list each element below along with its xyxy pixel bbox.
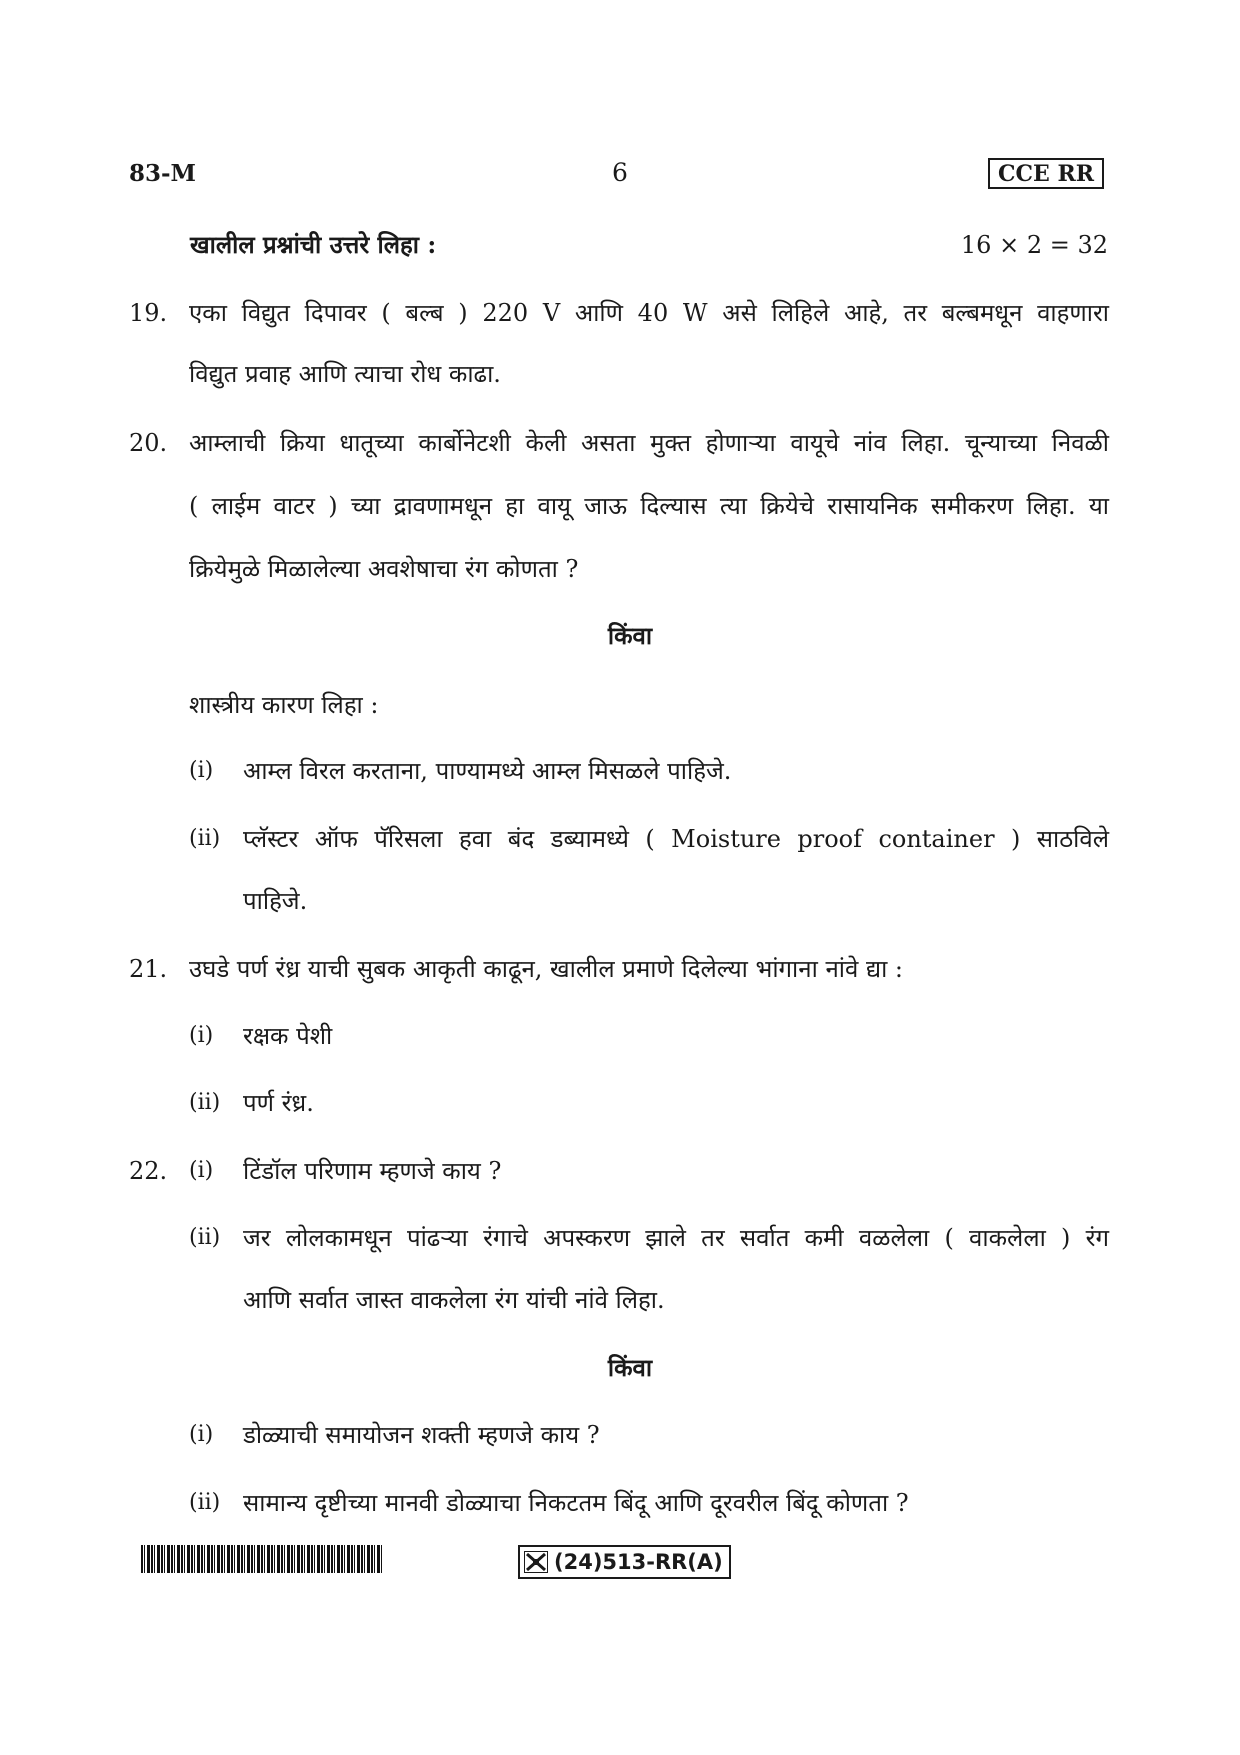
q22-alt-ii-label: (ii) [189, 1490, 221, 1515]
or-label: किंवा [607, 621, 653, 650]
q22-i-text: टिंडॉल परिणाम म्हणजे काय ? [243, 1157, 502, 1185]
q20-alt-i-text: आम्ल विरल करताना, पाण्यामध्ये आम्ल मिसळले पाहिजे. [243, 757, 732, 785]
barcode [141, 1545, 382, 1573]
paper-code: 83-M [129, 160, 197, 187]
q22-alt-ii-text: सामान्य दृष्टीच्या मानवी डोळ्याचा निकटतम बिंदू आणि दूरवरील बिंदू कोणता ? [243, 1489, 909, 1517]
question-number-22: 22. [129, 1157, 168, 1185]
q22-ii-line-2: आणि सर्वात जास्त वाकलेला रंग यांची नांवे लिहा. [243, 1286, 665, 1314]
question-number-19: 19. [129, 299, 168, 327]
q22-i-label: (i) [189, 1158, 214, 1183]
q19-line-2: विद्युत प्रवाह आणि त्याचा रोध काढा. [189, 360, 501, 388]
q21-ii-text: पर्ण रंध्र. [243, 1089, 314, 1117]
section-marks: 16 × 2 = 32 [960, 231, 1108, 259]
q20-line-2: ( लाईम वाटर ) च्या द्रावणामधून हा वायू जाऊ दिल्यास त्या क्रियेचे रासायनिक समीकरण लिहा. या [189, 492, 1109, 520]
q22-alt-i-text: डोळ्याची समायोजन शक्ती म्हणजे काय ? [243, 1421, 600, 1449]
q21-i-text: रक्षक पेशी [243, 1022, 333, 1050]
q22-alt-i-label: (i) [189, 1422, 214, 1447]
q20-alt-ii-line-1: प्लॅस्टर ऑफ पॅरिसला हवा बंद डब्यामध्ये ( Moisture proof container ) साठविले [243, 825, 1109, 853]
question-number-21: 21. [129, 955, 168, 983]
section-instruction: खालील प्रश्नांची उत्तरे लिहा : [190, 230, 437, 259]
q20-alt-i-label: (i) [189, 758, 214, 783]
q20-alt-ii-line-2: पाहिजे. [243, 887, 308, 915]
q22-ii-label: (ii) [189, 1225, 221, 1250]
q21-ii-label: (ii) [189, 1090, 221, 1115]
q22-ii-line-1: जर लोलकामधून पांढऱ्या रंगाचे अपस्करण झाले तर सर्वात कमी वळलेला ( वाकलेला ) रंग [243, 1224, 1109, 1252]
q21-i-label: (i) [189, 1023, 214, 1048]
q20-line-1: आम्लाची क्रिया धातूच्या कार्बोनेटशी केली असता मुक्त होणाऱ्या वायूचे नांव लिहा. चून्याच्या निवळी [189, 429, 1109, 457]
or-label-2: किंवा [607, 1353, 653, 1382]
footer-paper-code [518, 1545, 731, 1579]
q21-text: उघडे पर्ण रंध्र याची सुबक आकृती काढून, खालील प्रमाणे दिलेल्या भांगाना नांवे द्या : [189, 955, 904, 983]
q19-line-1: एका विद्युत दिपावर ( बल्ब ) 220 V आणि 40 W असे लिहिले आहे, तर बल्बमधून वाहणारा [189, 299, 1109, 327]
q20-alt-ii-label: (ii) [189, 826, 221, 851]
q20-line-3: क्रियेमुळे मिळालेल्या अवशेषाचा रंग कोणता ? [189, 555, 579, 583]
footer-code-text: (24)513-RR(A) [554, 1550, 723, 1574]
series-badge: CCE RR [988, 158, 1104, 189]
q20-alt-intro: शास्त्रीय कारण लिहा : [189, 691, 379, 719]
question-number-20: 20. [129, 429, 168, 457]
page-number: 6 [612, 158, 628, 187]
qr-mark-icon [524, 1551, 548, 1573]
